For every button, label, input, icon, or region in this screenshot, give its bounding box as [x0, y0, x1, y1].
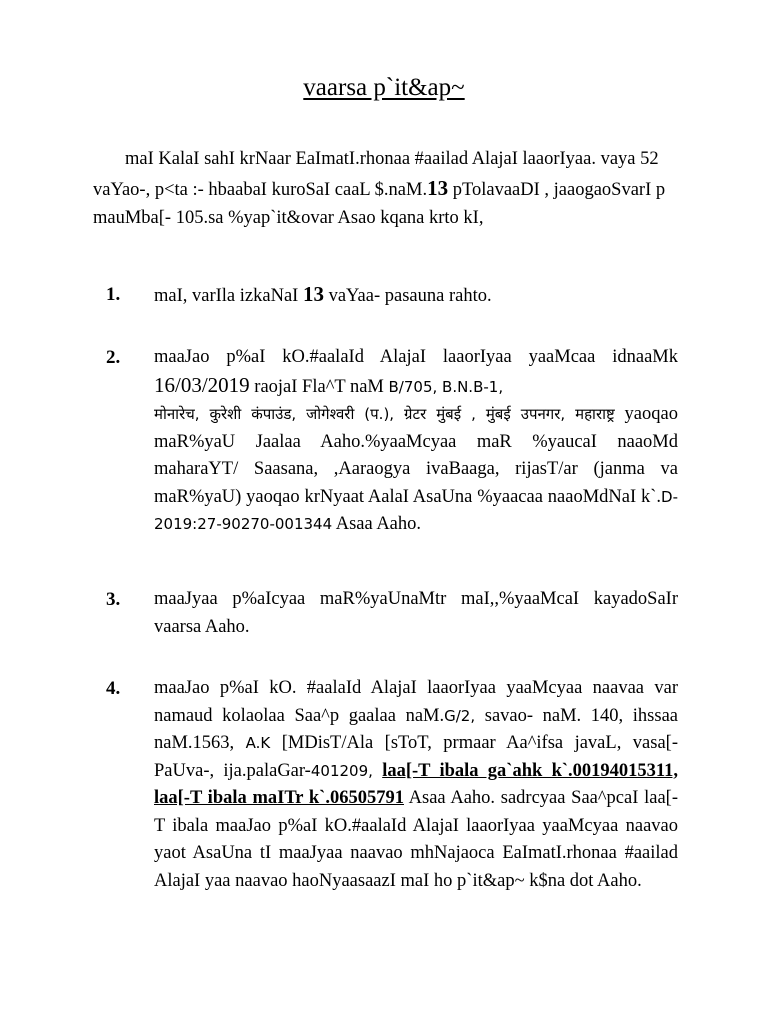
item-text: yaoqao maR%yaU Jaalaa Aaho.%yaaMcyaa maR %yaucaI naaoMd maharaYT/ Saasana, ,Aaraogya ivaBaaga, rijasT/ar (janma va maR%yaU) yaoqao krNyaat AalaI AsaUna %yaacaa naaoMdNaI k`.: [154, 404, 678, 507]
item-text: [373, 761, 382, 781]
item-body: [154, 675, 678, 895]
list-item-1: [106, 281, 678, 311]
shop-number: G/2,: [444, 706, 476, 725]
item-number: 2.: [106, 347, 121, 368]
list-item-4: [106, 675, 678, 895]
item-text: [MDisT/Ala [sToT, prmaar Aa^ifsa javaL, vasa[- PaUva-, ija.palaGar-: [154, 733, 678, 781]
item-text: Asaa Aaho. sadrcyaa Saa^pcaI laa[-T ibala maaJao p%aI kO.#aalaId AlajaI laaorIyaa yaaMcyaa naavao yaot AsaUna tI maaJyaa naavao mhNajaoca EaImatI.rhonaa #aailad AlajaI yaa naavao haoNyaasaazI maI ho p`it&ap~ k$na dot Aaho.: [154, 788, 678, 891]
list-item-3: [106, 586, 678, 641]
item-body: [154, 586, 678, 641]
flat-number: B/705, B.N.B-1,: [388, 377, 504, 396]
item-text: maI, varIla izkaNaI: [154, 286, 303, 306]
intro-text-1: maI KalaI sahI krNaar EaImatI.rhonaa #aailad AlajaI laaorIyaa. vaya 52 vaYao-, p<ta :- hbaabaI kuroSaI caaL $.naM.: [93, 149, 659, 200]
item-text: vaYaa- pasauna rahto.: [323, 286, 492, 306]
registration-number: D-2019:27-90270-001344: [154, 487, 678, 533]
pin-code: 401209,: [310, 761, 373, 780]
item-text: maaJao p%aI kO. #aalaId AlajaI laaorIyaa yaaMcyaa naavaa var namaud kolaolaa Saa^p gaalaa naM.: [154, 678, 678, 726]
item-text: savao- naM. 140, ihssaa naM.1563,: [154, 705, 679, 753]
item-number: 1.: [106, 284, 121, 305]
item-number: 4.: [106, 678, 121, 699]
item-bold-number: 13: [302, 282, 324, 306]
item-body: [154, 281, 678, 311]
intro-text-2: pTolavaaDI , jaaogaoSvarI p mauMba[- 105.sa %yap`it&ovar Asao kqana krto kI,: [93, 179, 666, 228]
item-text: Asaa Aaho.: [332, 514, 422, 534]
electricity-bill-numbers: laa[-T ibala ga`ahk k`.00194015311, laa[-T ibala maITr k`.06505791: [154, 760, 679, 808]
item-text: maaJao p%aI kO.#aalaId AlajaI laaorIyaa yaaMcaa idnaaMk: [154, 347, 678, 367]
devanagari-address: मोनारेच, कुरेशी कंपाउंड, जोगेश्वरी (प.), ग्रेटर मुंबई , मुंबई उपनगर, महाराष्ट्र: [154, 405, 615, 423]
item-text: maaJyaa p%aIcyaa maR%yaUnaMtr maI,,%yaaMcaI kayadoSaIr vaarsa Aaho.: [154, 589, 678, 637]
item-text: raojaI Fla^T naM: [249, 376, 389, 397]
intro-house-number: 13: [427, 175, 449, 200]
ak-label: A.K: [245, 734, 271, 752]
list-item-2: [106, 344, 678, 539]
document-title: vaarsa p`it&ap~: [303, 74, 465, 101]
item-body: [154, 344, 678, 539]
death-date: 16/03/2019: [154, 372, 250, 397]
intro-paragraph: [93, 145, 678, 233]
item-number: 3.: [106, 589, 121, 610]
